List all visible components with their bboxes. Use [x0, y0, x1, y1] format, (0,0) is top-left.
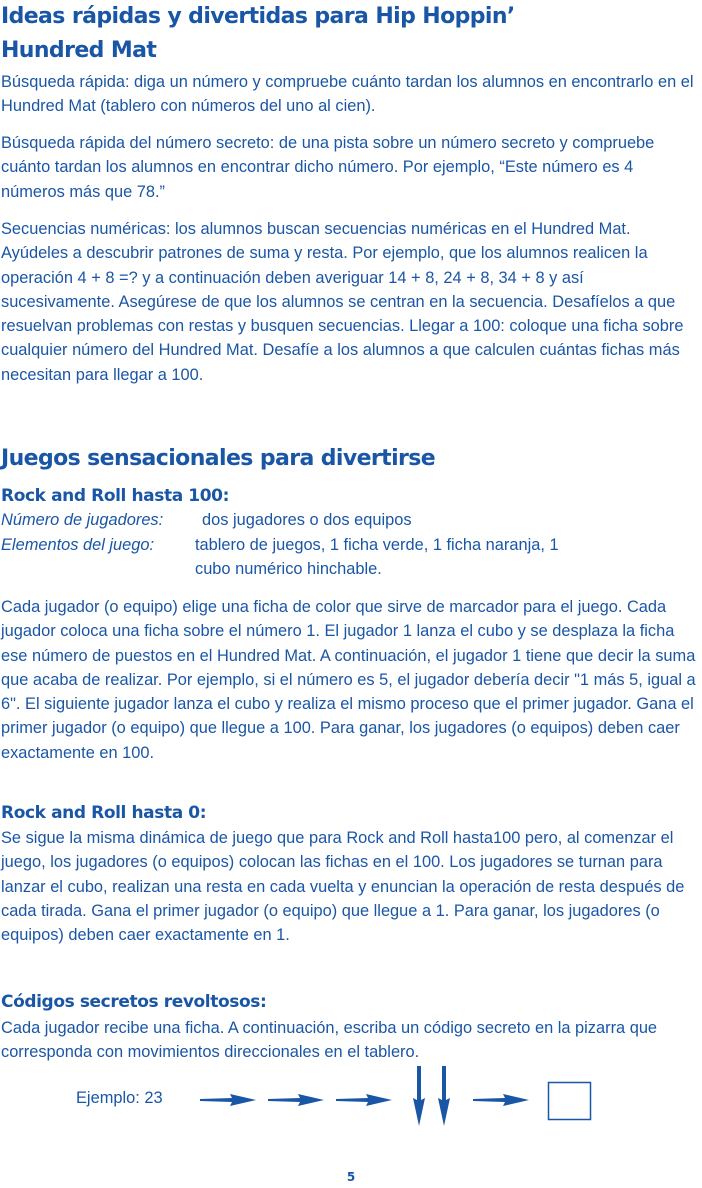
paragraph-codes: Cada jugador recibe una ficha. A continuación, escriba un código secreto en la pizarra que corresponda con movimientos direccionales en el tablero. [1, 1019, 658, 1062]
elements-value-line2: cubo numérico hinchable. [195, 560, 382, 578]
paragraph-quick-search: Búsqueda rápida: diga un número y compruebe cuánto tardan los alumnos en encontrarlo en el Hundred Mat (tablero con números del uno al cien). [1, 73, 694, 116]
paragraph-rock100-rules: Cada jugador (o equipo) elige una ficha de color que sirve de marcador para el juego. Cada jugador coloca una ficha sobre el número 1. El jugador 1 lanza el cubo y se desplaza la ficha ese número de puestos en el Hundred Mat. A continuación, el jugador 1 tiene que decir la suma que acaba de realizar. Por ejemplo, si el número es 5, el jugador debería decir "1 más 5, igual a 6". El siguiente jugador lanza el cubo y realiza el mismo proceso que el primer jugador. Gana el primer jugador (o equipo) que llegue a 100. Para ganar, los jugadores (o equipos) deben caer exactamente en 100. [1, 598, 696, 762]
paragraph-rock0-rules: Se sigue la misma dinámica de juego que para Rock and Roll hasta100 pero, al comenzar el juego, los jugadores (o equipos) colocan las fichas en el 100. Los jugadores se turnan para lanzar el cubo, realizan una resta en cada vuelta y enuncian la operación de resta después de cada tirada. Gana el primer jugador (o equipo) que llegue a 1. Para ganar, los jugadores (o equipos) deben caer exactamente en 1. [1, 829, 685, 945]
arrow-right-icon [200, 1094, 256, 1106]
elements-value-line1: tablero de juegos, 1 ficha verde, 1 ficha naranja, 1 [195, 536, 559, 554]
players-label: Número de jugadores: [1, 511, 164, 529]
players-value: dos jugadores o dos equipos [202, 511, 412, 529]
arrow-down-icon [413, 1066, 425, 1126]
arrow-right-icon [268, 1094, 324, 1106]
arrow-sequence [0, 1066, 702, 1126]
players-row [1, 508, 701, 532]
arrow-right-icon [473, 1094, 529, 1106]
elements-label: Elementos del juego: [1, 536, 155, 554]
paragraph-secret-number: Búsqueda rápida del número secreto: de una pista sobre un número secreto y compruebe cuánto tardan los alumnos en encontrar dicho número. Por ejemplo, “Este número es 4 números más que 78.” [1, 134, 655, 201]
answer-box [549, 1083, 591, 1120]
page-title-line1: Ideas rápidas y divertidas para Hip Hoppin’ [1, 4, 515, 29]
example-label: Ejemplo: 23 [76, 1089, 163, 1107]
arrow-right-icon [336, 1094, 392, 1106]
page-number: 5 [346, 1170, 356, 1184]
elements-row [1, 533, 701, 578]
paragraph-sequences: Secuencias numéricas: los alumnos buscan secuencias numéricas en el Hundred Mat. Ayúdeles a descubrir patrones de suma y resta. Por ejemplo, que los alumnos realicen la operación 4 + 8 =? y a continuación deben averiguar 14 + 8, 24 + 8, 34 + 8 y así sucesivamente. Asegúrese de que los alumnos se centran en la secuencia. Desafíelos a que resuelvan problemas con restas y busquen secuencias. Llegar a 100: coloque una ficha sobre cualquier número del Hundred Mat. Desafíe a los alumnos a que calculen cuántas fichas más necesitan para llegar a 100. [1, 220, 684, 384]
subsection-title-codes: Códigos secretos revoltosos: [1, 992, 267, 1012]
subsection-title-rock0: Rock and Roll hasta 0: [1, 803, 207, 823]
page-title-line2: Hundred Mat [1, 38, 157, 63]
arrow-down-icon [438, 1066, 450, 1126]
section-title-games: Juegos sensacionales para divertirse [1, 446, 436, 471]
subsection-title-rock100: Rock and Roll hasta 100: [1, 486, 229, 506]
